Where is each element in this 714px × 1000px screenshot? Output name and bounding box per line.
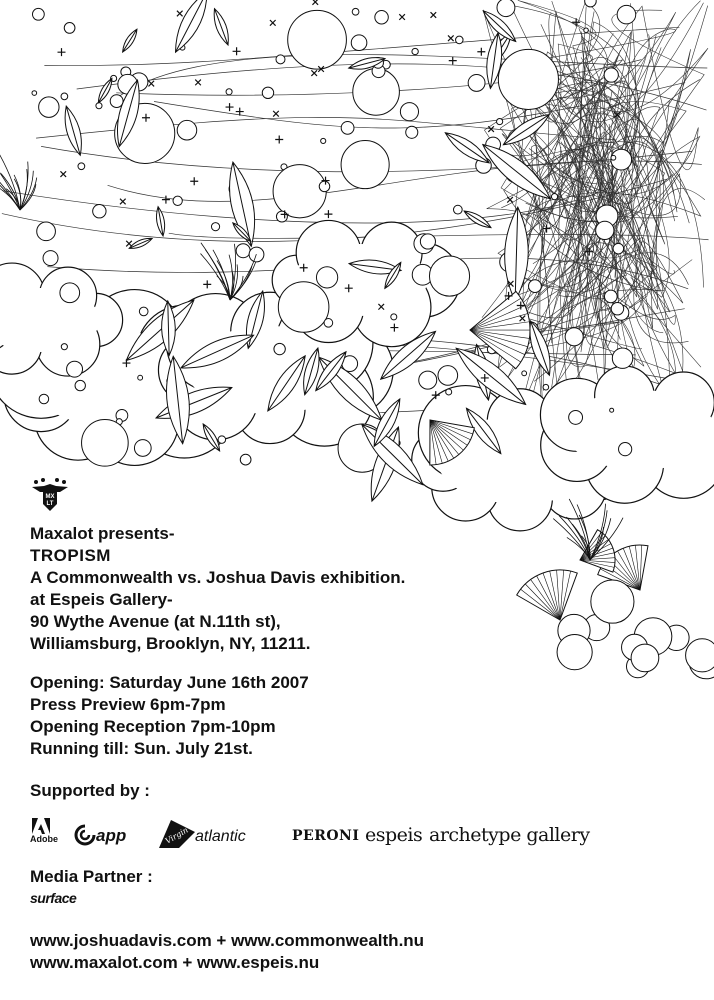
svg-text:MX: MX: [45, 494, 55, 500]
address-line-2: Williamsburg, Brooklyn, NY, 11211.: [30, 634, 311, 653]
peroni-label: PERONI: [292, 828, 360, 844]
website-links-line-1: www.joshuadavis.com + www.commonwealth.nu: [30, 931, 425, 950]
maxalot-logo: [30, 478, 70, 512]
presenter-line: Maxalot presents-: [30, 524, 175, 543]
website-links-line-2: www.maxalot.com + www.espeis.nu: [30, 953, 320, 972]
supported-by-heading: Supported by :: [30, 781, 150, 800]
sponsor-logos: [30, 818, 590, 852]
archetype-gallery-label: archetype gallery: [429, 824, 590, 846]
exhibition-subtitle: A Commonwealth vs. Joshua Davis exhibition.: [30, 568, 406, 587]
adobe-icon: [32, 818, 50, 834]
atlantic-label: atlantic: [195, 828, 246, 845]
opening-reception: Opening Reception 7pm-10pm: [30, 717, 276, 736]
app-swirl-icon: [72, 823, 98, 847]
espeis-label: espeis: [365, 824, 423, 846]
svg-text:Virgin: Virgin: [163, 825, 190, 846]
virgin-flag-icon: [157, 818, 197, 850]
surface-logo: surface: [30, 890, 77, 906]
adobe-logo: [30, 818, 60, 852]
venue-line: at Espeis Gallery-: [30, 590, 173, 609]
svg-text:LT: LT: [46, 501, 54, 507]
media-partner-heading: Media Partner :: [30, 867, 153, 886]
peroni-logo: [292, 818, 360, 852]
espeis-archetype-logo: [365, 818, 590, 852]
address-line-1: 90 Wythe Avenue (at N.11th st),: [30, 612, 281, 631]
exhibition-title: TROPISM: [30, 546, 111, 565]
press-preview: Press Preview 6pm-7pm: [30, 695, 226, 714]
app-label: app: [96, 826, 127, 845]
virgin-atlantic-logo: [157, 818, 277, 852]
app-logo: [72, 818, 144, 852]
adobe-label: Adobe: [30, 834, 58, 844]
opening-date: Opening: Saturday June 16th 2007: [30, 673, 309, 692]
running-till: Running till: Sun. July 21st.: [30, 739, 253, 758]
